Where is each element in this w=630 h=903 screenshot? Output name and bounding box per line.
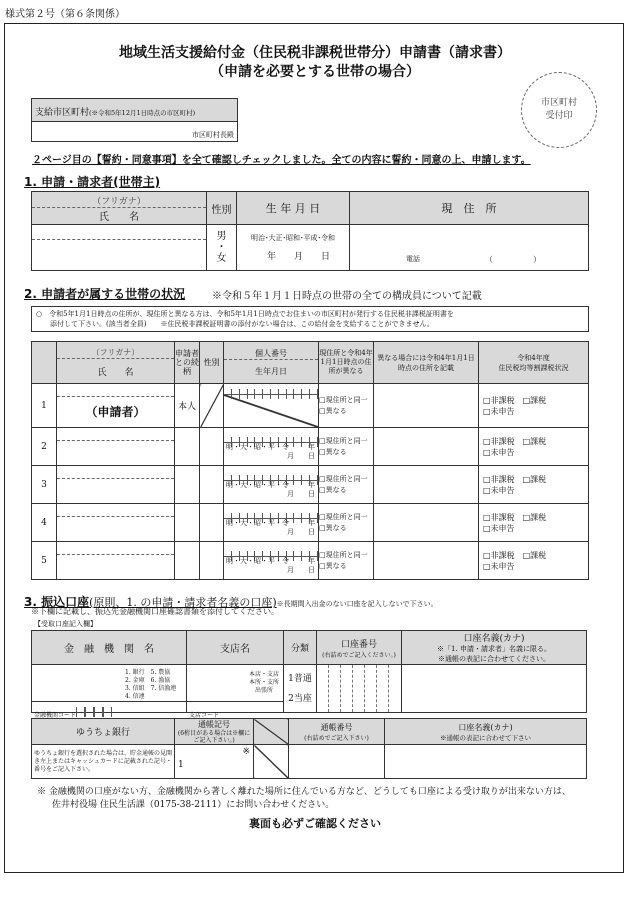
acct-type-label: 分類 <box>284 631 317 665</box>
applicant-marker: （申請者） <box>85 405 146 419</box>
branch-code-label: 支店コード <box>189 712 220 719</box>
row-number: 5 <box>32 542 57 580</box>
member-relation[interactable] <box>175 504 200 542</box>
section2-note: ※令和５年１月１日時点の世帯の全ての構成員について記載 <box>212 291 482 302</box>
yucho-table <box>31 718 587 779</box>
digit-cell[interactable] <box>240 389 248 399</box>
branch-type-3: 出張所 <box>254 687 273 694</box>
acct-type-select[interactable] <box>284 665 317 713</box>
bank-type-2: 2. 金庫 6. 漁協 <box>125 677 171 684</box>
chk-diff-address[interactable]: □異なる <box>319 485 347 494</box>
digit-cell[interactable] <box>310 513 318 523</box>
era-line: 明・大・昭・平・令 <box>226 443 289 451</box>
branch-type-1: 本店・支店 <box>248 671 279 678</box>
applicant-sex[interactable] <box>207 225 237 271</box>
applicant-relation: 本人 <box>175 384 200 428</box>
chk-tax[interactable]: □課税 <box>522 550 547 560</box>
chk-same-address[interactable]: □現住所と同一 <box>319 512 368 521</box>
month-day: 月 日 <box>287 566 315 574</box>
member-name-input[interactable] <box>57 466 175 504</box>
member-tax-status[interactable] <box>479 542 589 580</box>
digit-cell[interactable] <box>302 437 310 447</box>
s2-sex-label: 性別 <box>200 342 224 384</box>
member-tax-status[interactable] <box>479 466 589 504</box>
code-digit-cell[interactable] <box>94 707 103 717</box>
bank-name-label: 金 融 機 関 名 <box>32 631 187 665</box>
yucho-symbol-star: ※ <box>242 747 250 757</box>
bank-code-label: 金融機関コード <box>34 712 77 719</box>
stamp-line1: 市区町村 <box>540 98 577 108</box>
chk-nontax[interactable]: □非課税 <box>483 436 515 446</box>
chk-unfiled[interactable]: □未申告 <box>483 561 515 571</box>
household-row <box>32 384 589 428</box>
member-mynumber[interactable] <box>224 542 319 580</box>
certificate-notice <box>31 306 589 332</box>
member-tax-status[interactable] <box>479 504 589 542</box>
reception-stamp <box>521 72 597 148</box>
yucho-holder-note: ※通帳の表記に合わせて下さい <box>440 733 531 742</box>
member-prev-address[interactable] <box>374 504 479 542</box>
s2-addr-diff-label1: 異なる場合には令和4年1月1日 <box>377 353 475 362</box>
chk-unfiled[interactable]: □未申告 <box>483 447 515 457</box>
applicant-furigana-input[interactable] <box>32 225 206 240</box>
member-mynumber[interactable] <box>224 466 319 504</box>
chk-same-address[interactable]: □現住所と同一 <box>319 395 368 404</box>
year-char: 年 <box>308 481 315 489</box>
consent-statement: ２ページ目の【誓約・同意事項】を全て確認しチェックしました。全ての内容に誓約・同意の上、申請します。 <box>32 155 531 166</box>
mayor-label: 市区町村長殿 <box>192 131 234 139</box>
chk-unfiled[interactable]: □未申告 <box>483 406 515 416</box>
form-subtitle: （申請を必要とする世帯の場合） <box>210 64 420 80</box>
municipality-input[interactable] <box>32 122 237 141</box>
bank-type-4: 4. 信連 <box>125 693 145 700</box>
section3-instruction: ※下欄に記載し、振込先金融機関口座確認書類を添付してください。 <box>31 607 279 616</box>
s1-address-label: 現 住 所 <box>350 192 589 225</box>
member-name-input[interactable] <box>57 428 175 466</box>
acct-holder-note2: ※通帳の表記に合わせてください。 <box>438 655 550 663</box>
chk-diff-address[interactable]: □異なる <box>319 561 347 570</box>
year-char: 年 <box>308 443 315 451</box>
sex-dot: ・ <box>216 241 227 253</box>
member-prev-address[interactable] <box>374 466 479 504</box>
acct-number-label: 口座番号 <box>340 639 377 650</box>
member-tax-status[interactable] <box>479 428 589 466</box>
sex-crossed <box>200 384 224 428</box>
yucho-holder-label: 口座名義(カナ) <box>458 722 513 732</box>
member-mynumber[interactable] <box>224 504 319 542</box>
code-digit-cell[interactable] <box>76 707 85 717</box>
chk-same-address[interactable]: □現住所と同一 <box>319 474 368 483</box>
chk-tax[interactable]: □課税 <box>522 474 547 484</box>
member-relation[interactable] <box>175 542 200 580</box>
acct-type-current[interactable]: 2当座 <box>288 693 312 704</box>
household-row <box>32 504 589 542</box>
sex-male: 男 <box>216 230 227 242</box>
chk-diff-address[interactable]: □異なる <box>319 523 347 532</box>
acct-digit-cell[interactable] <box>353 665 365 712</box>
yucho-symbol-input[interactable] <box>175 745 254 779</box>
branch-name-label: 支店名 <box>187 631 284 665</box>
member-sex[interactable] <box>200 428 224 466</box>
yucho-holder-input[interactable] <box>385 745 587 779</box>
chk-unfiled[interactable]: □未申告 <box>483 485 515 495</box>
row-number: 1 <box>32 384 57 428</box>
member-mynumber[interactable] <box>224 428 319 466</box>
digit-cell[interactable] <box>294 437 302 447</box>
household-row <box>32 542 589 580</box>
member-sex[interactable] <box>200 542 224 580</box>
era-line: 明・大・昭・平・令 <box>226 519 289 527</box>
acct-holder-note1: ※「1. 申請・請求者」名義に限る。 <box>437 645 551 653</box>
member-addr-same[interactable] <box>319 428 374 466</box>
branch-name-input[interactable] <box>187 665 284 719</box>
era-line: 明・大・昭・平・令 <box>226 557 289 565</box>
row-number: 4 <box>32 504 57 542</box>
digit-cell[interactable] <box>302 513 310 523</box>
month-day: 月 日 <box>287 528 315 536</box>
yucho-desc: ゆうちょ銀行を選択された場合は、貯金通帳の見開き左上またはキャッシュカードに記載された記号・番号をご記入下さい。 <box>32 745 175 779</box>
digit-cell[interactable] <box>310 389 318 399</box>
chk-diff-address[interactable]: □異なる <box>319 447 347 456</box>
household-table <box>31 341 589 580</box>
month-day: 月 日 <box>287 452 315 460</box>
s2-birth-label: 生年月日 <box>255 367 287 376</box>
yucho-number-label: 通帳番号 <box>320 722 353 732</box>
acct-digit-cell[interactable] <box>377 665 389 712</box>
row-number: 2 <box>32 428 57 466</box>
chk-same-address[interactable]: □現住所と同一 <box>319 436 368 445</box>
chk-tax[interactable]: □課税 <box>522 436 547 446</box>
applicant-birthdate[interactable] <box>237 225 350 271</box>
digit-cell[interactable] <box>248 389 256 399</box>
phone-input[interactable]: （ ） <box>485 255 541 264</box>
chk-same-address[interactable]: □現住所と同一 <box>319 550 368 559</box>
bank-name-input[interactable] <box>32 665 187 719</box>
s2-mynumber-label: 個人番号 <box>224 348 318 360</box>
yucho-label: ゆうちょ銀行 <box>32 719 175 745</box>
member-name-input[interactable] <box>57 504 175 542</box>
household-row <box>32 466 589 504</box>
digit-cell[interactable] <box>279 389 287 399</box>
digit-cell[interactable] <box>232 389 240 399</box>
s2-furigana-label: （フリガナ） <box>57 347 174 359</box>
chk-nontax[interactable]: □非課税 <box>483 474 515 484</box>
section3-heading: 3. 振込口座 <box>24 595 90 609</box>
acct-digit-cell[interactable] <box>389 665 401 712</box>
section3-heading-sub: (原則、1. の申請・請求者名義の口座) <box>89 596 277 609</box>
acct-holder-input[interactable] <box>402 665 587 713</box>
era-line: 明・大・昭・平・令 <box>226 481 289 489</box>
form-title: 地域生活支援給付金（住民税非課税世帯分）申請書（請求書） <box>119 45 511 61</box>
yucho-symbol-label: 通帳記号 <box>198 720 230 729</box>
phone-label: 電話 <box>406 255 420 263</box>
chk-tax[interactable]: □課税 <box>522 395 547 405</box>
chk-nontax[interactable]: □非課税 <box>483 395 515 405</box>
year-char: 年 <box>308 557 315 565</box>
digit-cell[interactable] <box>294 513 302 523</box>
municipality-box <box>31 98 238 142</box>
bank-type-3: 3. 信組 7. 信漁連 <box>125 685 177 692</box>
s2-relation-label: 申請者との続柄 <box>175 342 200 384</box>
member-tax-status[interactable] <box>479 384 589 428</box>
member-prev-address[interactable] <box>374 428 479 466</box>
member-mynumber[interactable] <box>224 384 319 428</box>
digit-cell[interactable] <box>287 389 295 399</box>
acct-number-note: (右詰めでご記入ください。) <box>322 651 396 659</box>
member-prev-address[interactable] <box>374 542 479 580</box>
municipality-note: (※令和5年12月1日時点の市区町村) <box>89 109 196 117</box>
yucho-crossed <box>254 719 289 745</box>
member-name-input[interactable] <box>57 384 175 428</box>
member-addr-same[interactable] <box>319 466 374 504</box>
section1-heading: 1. 申請・請求者(世帯主) <box>24 175 161 189</box>
member-addr-same[interactable] <box>319 384 374 428</box>
section3-heading-note: ※長期間入出金のない口座を記入しないで下さい。 <box>276 600 438 608</box>
digit-cell[interactable] <box>263 389 271 399</box>
branch-type-2: 本所・支所 <box>248 679 279 686</box>
chk-nontax[interactable]: □非課税 <box>483 512 515 522</box>
acct-holder-label: 口座名義(カナ) <box>463 634 525 644</box>
member-prev-address[interactable] <box>374 384 479 428</box>
footer-note-2: 佐井村役場 住民生活課（0175-38-2111）にお問い合わせください。 <box>52 800 335 810</box>
s2-tax-label1: 令和4年度 <box>517 353 550 362</box>
digit-cell[interactable] <box>310 551 318 561</box>
s2-name-label: 氏 名 <box>97 368 134 378</box>
form-number: 様式第２号（第６条関係） <box>5 9 125 20</box>
s2-addr-diff-label2: 時点の住所を記載 <box>398 363 454 372</box>
member-addr-same[interactable] <box>319 504 374 542</box>
member-sex[interactable] <box>200 504 224 542</box>
acct-digit-cell[interactable] <box>317 665 329 712</box>
acct-digit-cell[interactable] <box>341 665 353 712</box>
notice-line2: 添付して下さい。(該当者全員) ※住民税非課税証明書の添付がない場合は、この給付金を支給することができません。 <box>50 320 434 328</box>
s1-furigana-label: （フリガナ） <box>32 194 206 208</box>
s1-sex-label: 性別 <box>207 192 237 225</box>
birth-date-line: 年 月 日 <box>267 252 331 262</box>
section2-heading: 2. 申請者が属する世帯の状況 <box>24 287 186 301</box>
digit-cell[interactable] <box>224 389 232 399</box>
s1-birth-label: 生 年 月 日 <box>237 192 350 225</box>
member-addr-same[interactable] <box>319 542 374 580</box>
bank-table <box>31 630 587 719</box>
s2-tax-label2: 住民税均等割課税状況 <box>498 363 569 372</box>
municipality-label: 支給市区町村 <box>35 108 90 118</box>
digit-cell[interactable] <box>302 475 310 485</box>
acct-digit-cell[interactable] <box>329 665 341 712</box>
year-char: 年 <box>308 519 315 527</box>
acct-number-input[interactable] <box>317 665 402 713</box>
yucho-symbol-note: (6桁目がある場合は※欄にご記入下さい。) <box>177 730 251 744</box>
month-day: 月 日 <box>287 490 315 498</box>
digit-cell[interactable] <box>294 389 302 399</box>
chk-nontax[interactable]: □非課税 <box>483 550 515 560</box>
back-page-note: 裏面も必ずご確認ください <box>249 817 381 830</box>
yucho-symbol-one: 1 <box>178 760 184 770</box>
yucho-crossed-2 <box>254 745 289 779</box>
code-digit-cell[interactable] <box>85 707 94 717</box>
household-row <box>32 428 589 466</box>
acct-type-ordinary[interactable]: 1普通 <box>288 673 312 684</box>
chk-diff-address[interactable]: □異なる <box>319 406 347 415</box>
digit-cell[interactable] <box>294 475 302 485</box>
digit-cell[interactable] <box>294 551 302 561</box>
applicant-table <box>31 191 589 271</box>
s1-name-label: 氏 名 <box>99 211 139 223</box>
yucho-number-note: (右詰めでご記入下さい) <box>304 734 369 742</box>
member-sex[interactable] <box>200 466 224 504</box>
footer-note-1: ※ 金融機関の口座がない方、金融機関から著しく離れた場所に住んでいる方など、どうしても口座による受け取りが出来ない方は、 <box>37 787 571 797</box>
chk-unfiled[interactable]: □未申告 <box>483 523 515 533</box>
member-relation[interactable] <box>175 466 200 504</box>
yucho-number-input[interactable] <box>289 745 385 779</box>
digit-cell[interactable] <box>302 551 310 561</box>
chk-tax[interactable]: □課税 <box>522 512 547 522</box>
digit-cell[interactable] <box>310 475 318 485</box>
birth-crossed <box>224 395 318 427</box>
digit-cell[interactable] <box>271 389 279 399</box>
sex-female: 女 <box>216 252 227 264</box>
digit-cell[interactable] <box>255 389 263 399</box>
applicant-address-input[interactable] <box>350 225 589 271</box>
applicant-name-input[interactable] <box>32 225 207 271</box>
bank-type-1: 1. 銀行 5. 農協 <box>125 669 171 676</box>
section3-bracket: 【受取口座記入欄】 <box>34 620 97 628</box>
digit-cell[interactable] <box>310 437 318 447</box>
member-name-input[interactable] <box>57 542 175 580</box>
code-digit-cell[interactable] <box>103 707 112 717</box>
digit-cell[interactable] <box>302 389 310 399</box>
notice-line1: ○ 令和5年1月1日時点の住所が、現住所と異なる方は、令和5年1月1日時点でお住まいの市区町村が発行する住民税非課税証明書を <box>36 310 454 318</box>
era-options: 明治･大正･昭和･平成･令和 <box>251 234 335 242</box>
row-number: 3 <box>32 466 57 504</box>
acct-digit-cell[interactable] <box>365 665 377 712</box>
s2-addr-same-label: 現住所と令和4年1月1日時点の住所が異なる <box>319 342 374 384</box>
member-relation[interactable] <box>175 428 200 466</box>
stamp-line2: 受付印 <box>545 111 573 121</box>
